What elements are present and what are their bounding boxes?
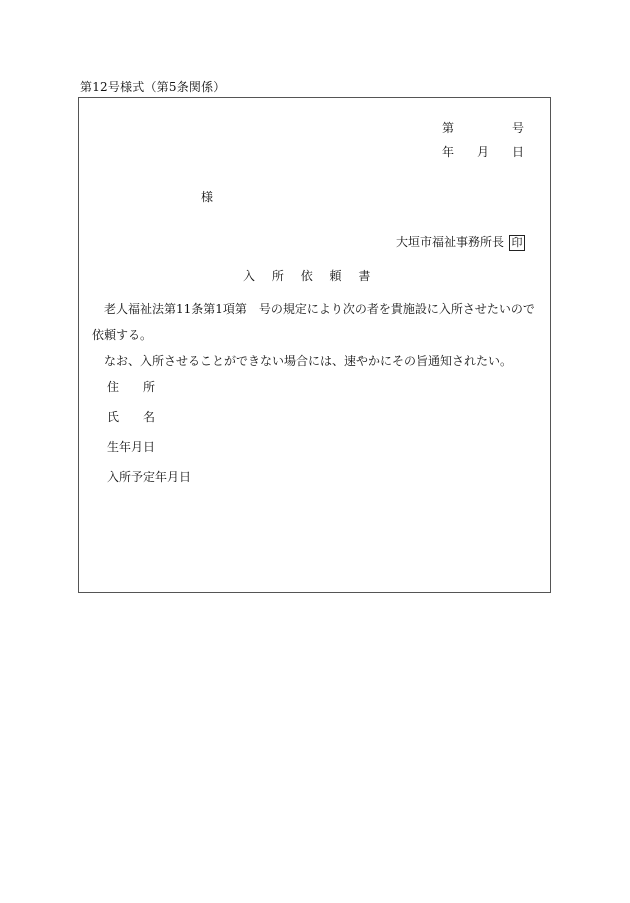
seal-mark: 印 [509,235,525,251]
field-birthdate-label: 生年月日 [107,440,156,454]
date-day: 日 [512,145,525,159]
body-paragraph-request: 老人福祉法第11条第1項第 号の規定により次の者を貴施設に入所させたいので依頼する。 [92,302,535,342]
number-go: 号 [512,121,525,135]
request-body [92,296,546,374]
title-char: 依 [300,269,313,283]
title-char: 頼 [329,269,342,283]
title-char: 入 [243,269,256,283]
number-dai: 第 [442,121,455,135]
addressee-suffix: 様 [201,190,214,204]
field-admission-date-label: 入所予定年月日 [107,470,192,484]
sender-name: 大垣市福祉事務所長 [396,235,505,249]
title-char: 書 [358,269,371,283]
date-month: 月 [477,145,490,159]
body-paragraph-notice: なお、入所させることができない場合には、速やかにその旨通知されたい。 [104,354,513,368]
field-name-label: 氏 名 [107,410,156,424]
document-title [243,267,383,284]
date-year: 年 [442,145,455,159]
form-caption: 第12号様式（第5条関係） [80,80,226,94]
title-char: 所 [271,269,284,283]
field-address-label: 住 所 [107,380,156,394]
